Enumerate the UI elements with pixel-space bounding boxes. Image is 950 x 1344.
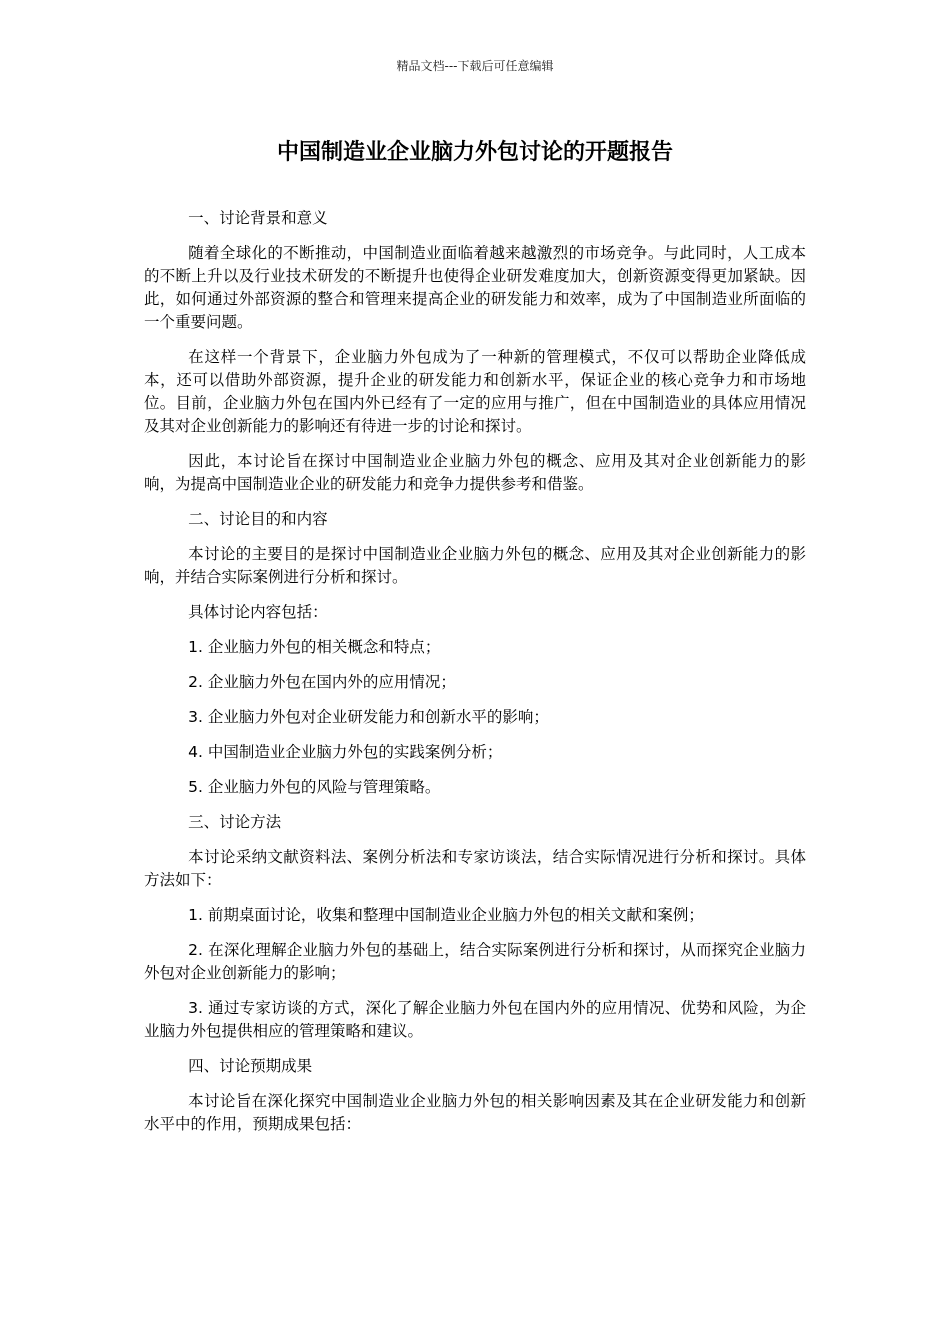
document-title: 中国制造业企业脑力外包讨论的开题报告 [276,140,673,165]
paragraph: 本讨论的主要目的是探讨中国制造业企业脑力外包的概念、应用及其对企业创新能力的影响，并结合实际案例进行分析和探讨。 [144,545,806,586]
list-item: 2. 在深化理解企业脑力外包的基础上，结合实际案例进行分析和探讨，从而探究企业脑力外包对企业创新能力的影响； [144,941,806,982]
paragraph: 具体讨论内容包括： [188,603,328,621]
list-item: 3. 企业脑力外包对企业研发能力和创新水平的影响； [188,708,549,726]
section-heading-outcomes: 四、讨论预期成果 [188,1057,313,1075]
list-item: 4. 中国制造业企业脑力外包的实践案例分析； [188,743,503,761]
paragraph: 本讨论旨在深化探究中国制造业企业脑力外包的相关影响因素及其在企业研发能力和创新水平中的作用，预期成果包括： [144,1092,806,1133]
section-heading-background: 一、讨论背景和意义 [188,209,328,227]
list-item: 1. 企业脑力外包的相关概念和特点； [188,638,441,656]
list-item: 1. 前期桌面讨论，收集和整理中国制造业企业脑力外包的相关文献和案例； [188,906,704,924]
list-item: 5. 企业脑力外包的风险与管理策略。 [188,778,441,796]
paragraph: 随着全球化的不断推动，中国制造业面临着越来越激烈的市场竞争。与此同时，人工成本的不断上升以及行业技术研发的不断提升也使得企业研发难度加大，创新资源变得更加紧缺。因此，如何通过外部资源的整合和管理来提高企业的研发能力和效率，成为了中国制造业所面临的一个重要问题。 [144,244,806,331]
paragraph: 因此，本讨论旨在探讨中国制造业企业脑力外包的概念、应用及其对企业创新能力的影响，为提高中国制造业企业的研发能力和竞争力提供参考和借鉴。 [144,452,806,493]
list-item: 3. 通过专家访谈的方式，深化了解企业脑力外包在国内外的应用情况、优势和风险，为企业脑力外包提供相应的管理策略和建议。 [144,999,806,1040]
list-item: 2. 企业脑力外包在国内外的应用情况； [188,673,456,691]
paragraph: 本讨论采纳文献资料法、案例分析法和专家访谈法，结合实际情况进行分析和探讨。具体方法如下： [144,848,806,889]
document-body [144,207,806,1148]
paragraph: 在这样一个背景下，企业脑力外包成为了一种新的管理模式，不仅可以帮助企业降低成本，还可以借助外部资源，提升企业的研发能力和创新水平，保证企业的核心竞争力和市场地位。目前，企业脑力外包在国内外已经有了一定的应用与推广，但在中国制造业的具体应用情况及其对企业创新能力的影响还有待进一步的讨论和探讨。 [144,348,806,435]
page-header-note: 精品文档---下载后可任意编辑 [396,59,554,73]
section-heading-method: 三、讨论方法 [188,813,282,831]
section-heading-purpose: 二、讨论目的和内容 [188,510,328,528]
